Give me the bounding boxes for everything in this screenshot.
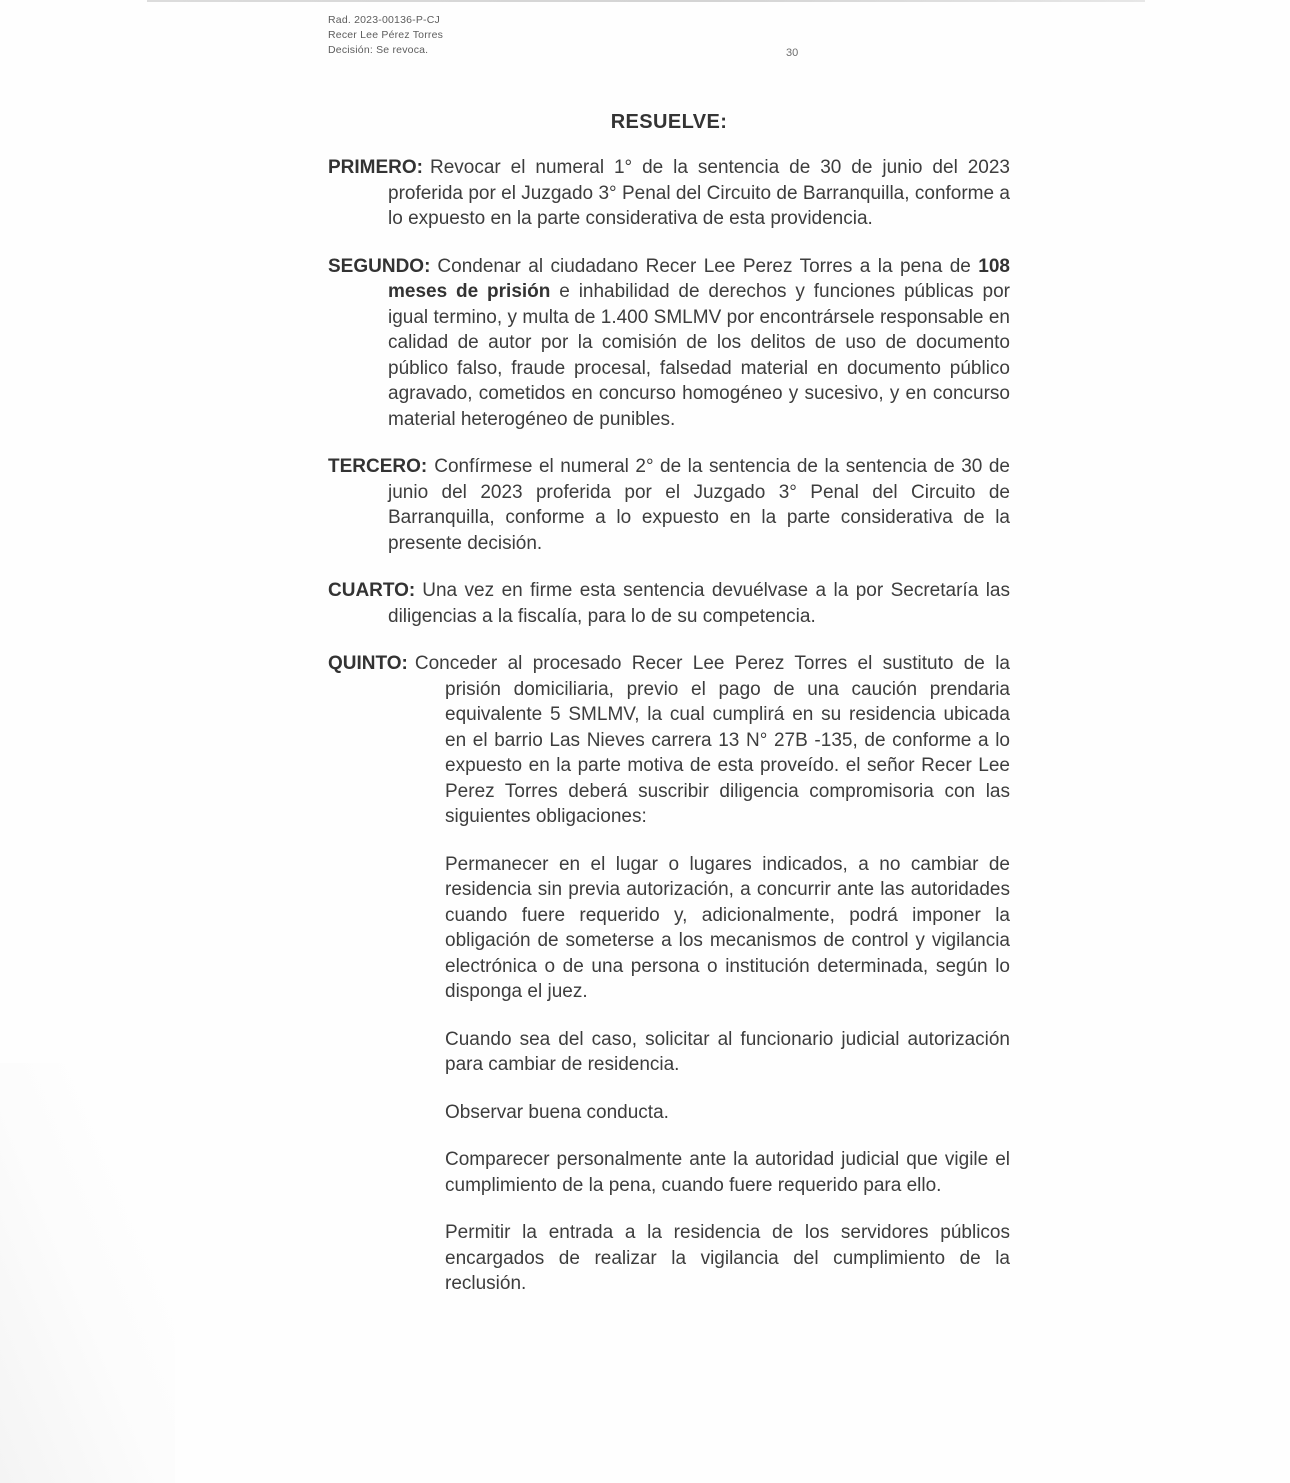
resolution-tercero-text: Confírmese el numeral 2° de la sentencia de la sentencia de 30 de junio del 2023 proferida por el Juzgado 3° Penal del Circuito de Barranquilla, conforme a lo expuesto en la parte considerativa de la presente decisión. <box>388 456 1010 554</box>
resolution-primero <box>328 155 1010 232</box>
header-radicado: Rad. 2023-00136-P-CJ <box>328 14 440 26</box>
obligation-paragraph-comparecer: Comparecer personalmente ante la autoridad judicial que vigile el cumplimiento de la pena, cuando fuere requerido para ello. <box>445 1149 1010 1196</box>
obligation-paragraph-buena-conducta: Observar buena conducta. <box>445 1101 669 1123</box>
resolution-primero-text: Revocar el numeral 1° de la sentencia de 30 de junio del 2023 proferida por el Juzgado 3° Penal del Circuito de Barranquilla, conforme a lo expuesto en la parte considerativa de esta providencia. <box>388 157 1010 229</box>
document-body <box>328 111 1010 1319</box>
resolution-tercero-label: TERCERO: <box>328 456 428 477</box>
resolution-cuarto-text: Una vez en firme esta sentencia devuélvase a la por Secretaría las diligencias a la fiscalía, para lo de su competencia. <box>388 580 1010 627</box>
header-decision: Decisión: Se revoca. <box>328 44 429 56</box>
obligation-paragraph-cambio-residencia: Cuando sea del caso, solicitar al funcionario judicial autorización para cambiar de residencia. <box>445 1028 1010 1075</box>
resolution-quinto-label: QUINTO: <box>328 653 408 674</box>
resolution-segundo-label: SEGUNDO: <box>328 255 431 277</box>
resolution-segundo-text-before: Condenar al ciudadano Recer Lee Perez Torres a la pena de <box>437 255 979 277</box>
header-defendant-name: Recer Lee Pérez Torres <box>328 29 444 41</box>
scan-shadow-bottom-left <box>0 1063 175 1483</box>
resolve-title: RESUELVE: <box>610 111 728 133</box>
resolution-segundo-bold-penalty: 108 meses de prisión <box>388 255 1010 302</box>
resolution-primero-label: PRIMERO: <box>328 157 423 178</box>
resolution-quinto-text: Conceder al procesado Recer Lee Perez Torres el sustituto de la prisión domiciliaria, previo el pago de una caución prendaria equivalente 5 SMLMV, la cual cumplirá en su residencia ubicada en el barrio Las Nieves carrera 13 N° 27B -135, de conforme a lo expuesto en la parte motiva de esta proveído. el señor Recer Lee Perez Torres deberá suscribir diligencia compromisoria con las siguientes obligaciones: <box>414 653 1010 827</box>
obligation-paragraph-permanecer: Permanecer en el lugar o lugares indicados, a no cambiar de residencia sin previa autorización, a concurrir ante las autoridades cuando fuere requerido y, adicionalmente, podrá imponer la obligación de someterse a los mecanismos de control y vigilancia electrónica o de una persona o institución determinada, según lo disponga el juez. <box>445 853 1010 1002</box>
resolution-segundo-text-after: e inhabilidad de derechos y funciones públicas por igual termino, y multa de 1.400 SMLMV por encontrársele responsable en calidad de autor por la comisión de los delitos de uso de documento público falso, fraude procesal, falsedad material en documento público agravado, cometidos en concurso homogéneo y sucesivo, y en concurso material heterogéneo de punibles. <box>388 281 1011 430</box>
resolution-cuarto <box>328 578 1010 629</box>
resolution-quinto <box>328 651 1010 830</box>
resolution-segundo <box>328 254 1010 433</box>
page-header <box>328 13 443 58</box>
page-number: 30 <box>786 47 799 59</box>
obligation-paragraph-permitir-entrada: Permitir la entrada a la residencia de los servidores públicos encargados de realizar la vigilancia del cumplimiento de la reclusión. <box>445 1222 1010 1294</box>
scan-artifact-top-line <box>147 0 1145 2</box>
resolution-tercero <box>328 454 1010 556</box>
resolution-cuarto-label: CUARTO: <box>328 580 416 601</box>
